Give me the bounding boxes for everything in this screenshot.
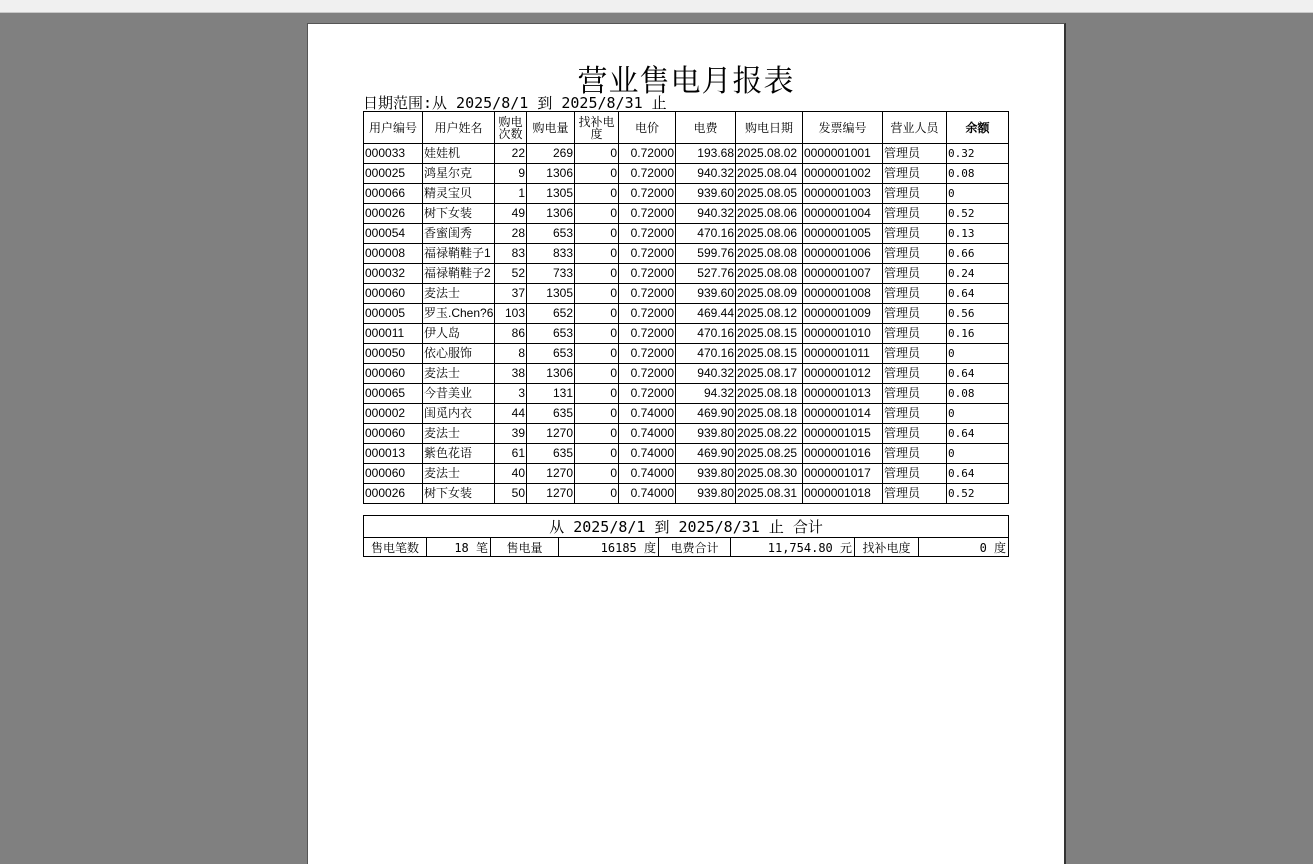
table-row — [364, 164, 1009, 184]
cell-user-id: 000002 — [364, 404, 423, 424]
header-price: 电价 — [619, 112, 676, 144]
cell-price: 0.72000 — [619, 284, 676, 304]
cell-user-id: 000060 — [364, 284, 423, 304]
cell-purchase-count: 9 — [495, 164, 527, 184]
cell-user-id: 000026 — [364, 484, 423, 504]
cell-adjust-kwh: 0 — [575, 224, 619, 244]
cell-user-id: 000060 — [364, 364, 423, 384]
cell-user-name: 依心服饰 — [423, 344, 495, 364]
cell-user-name: 精灵宝贝 — [423, 184, 495, 204]
cell-user-id: 000005 — [364, 304, 423, 324]
cell-user-name: 福禄鞘鞋子2 — [423, 264, 495, 284]
cell-price: 0.72000 — [619, 304, 676, 324]
cell-purchase-count: 40 — [495, 464, 527, 484]
cell-price: 0.74000 — [619, 484, 676, 504]
summary-energy-value: 16185 度 — [559, 538, 659, 557]
cell-operator: 管理员 — [883, 244, 947, 264]
summary-table — [363, 515, 1009, 557]
cell-purchase-date: 2025.08.09 — [736, 284, 803, 304]
cell-adjust-kwh: 0 — [575, 244, 619, 264]
cell-purchase-kwh: 635 — [527, 404, 575, 424]
cell-purchase-count: 1 — [495, 184, 527, 204]
header-purchase-kwh: 购电量 — [527, 112, 575, 144]
cell-user-name: 福禄鞘鞋子1 — [423, 244, 495, 264]
cell-balance: 0.52 — [947, 204, 1009, 224]
cell-balance: 0 — [947, 184, 1009, 204]
cell-fee: 939.60 — [676, 184, 736, 204]
cell-user-name: 麦法士 — [423, 364, 495, 384]
cell-invoice-no: 0000001015 — [803, 424, 883, 444]
cell-purchase-kwh: 653 — [527, 344, 575, 364]
cell-operator: 管理员 — [883, 344, 947, 364]
cell-adjust-kwh: 0 — [575, 164, 619, 184]
date-range: 日期范围:从 2025/8/1 到 2025/8/31 止 — [363, 94, 667, 112]
cell-operator: 管理员 — [883, 164, 947, 184]
cell-operator: 管理员 — [883, 204, 947, 224]
header-user-id: 用户编号 — [364, 112, 423, 144]
cell-user-name: 树下女装 — [423, 484, 495, 504]
cell-fee: 94.32 — [676, 384, 736, 404]
table-row — [364, 404, 1009, 424]
header-user-name: 用户姓名 — [423, 112, 495, 144]
cell-price: 0.72000 — [619, 344, 676, 364]
table-row — [364, 144, 1009, 164]
cell-adjust-kwh: 0 — [575, 184, 619, 204]
cell-invoice-no: 0000001005 — [803, 224, 883, 244]
cell-purchase-date: 2025.08.06 — [736, 204, 803, 224]
cell-fee: 469.44 — [676, 304, 736, 324]
cell-adjust-kwh: 0 — [575, 384, 619, 404]
cell-purchase-date: 2025.08.04 — [736, 164, 803, 184]
cell-purchase-kwh: 1306 — [527, 204, 575, 224]
cell-operator: 管理员 — [883, 264, 947, 284]
cell-purchase-kwh: 1270 — [527, 484, 575, 504]
cell-purchase-kwh: 652 — [527, 304, 575, 324]
cell-purchase-date: 2025.08.15 — [736, 344, 803, 364]
cell-purchase-kwh: 269 — [527, 144, 575, 164]
cell-user-name: 鸿星尔克 — [423, 164, 495, 184]
cell-operator: 管理员 — [883, 224, 947, 244]
table-row — [364, 424, 1009, 444]
cell-user-id: 000060 — [364, 464, 423, 484]
cell-purchase-kwh: 653 — [527, 324, 575, 344]
table-row — [364, 364, 1009, 384]
cell-operator: 管理员 — [883, 184, 947, 204]
cell-purchase-count: 50 — [495, 484, 527, 504]
header-purchase-date: 购电日期 — [736, 112, 803, 144]
cell-fee: 939.80 — [676, 484, 736, 504]
cell-user-id: 000054 — [364, 224, 423, 244]
cell-price: 0.72000 — [619, 204, 676, 224]
cell-user-id: 000066 — [364, 184, 423, 204]
summary-energy-label: 售电量 — [491, 538, 559, 557]
cell-purchase-date: 2025.08.31 — [736, 484, 803, 504]
cell-operator: 管理员 — [883, 304, 947, 324]
cell-invoice-no: 0000001010 — [803, 324, 883, 344]
cell-purchase-date: 2025.08.02 — [736, 144, 803, 164]
cell-price: 0.72000 — [619, 224, 676, 244]
cell-adjust-kwh: 0 — [575, 424, 619, 444]
table-row — [364, 324, 1009, 344]
cell-balance: 0.64 — [947, 284, 1009, 304]
cell-operator: 管理员 — [883, 424, 947, 444]
cell-operator: 管理员 — [883, 444, 947, 464]
cell-price: 0.72000 — [619, 164, 676, 184]
cell-fee: 599.76 — [676, 244, 736, 264]
cell-invoice-no: 0000001004 — [803, 204, 883, 224]
cell-invoice-no: 0000001003 — [803, 184, 883, 204]
cell-user-id: 000011 — [364, 324, 423, 344]
table-row — [364, 204, 1009, 224]
cell-balance: 0.08 — [947, 164, 1009, 184]
cell-adjust-kwh: 0 — [575, 284, 619, 304]
table-row — [364, 484, 1009, 504]
cell-user-id: 000025 — [364, 164, 423, 184]
cell-fee: 470.16 — [676, 344, 736, 364]
cell-fee: 470.16 — [676, 324, 736, 344]
summary-count-label: 售电笔数 — [364, 538, 427, 557]
cell-purchase-kwh: 1270 — [527, 424, 575, 444]
cell-balance: 0.56 — [947, 304, 1009, 324]
report-page — [307, 23, 1066, 864]
cell-fee: 470.16 — [676, 224, 736, 244]
cell-balance: 0 — [947, 444, 1009, 464]
cell-purchase-kwh: 833 — [527, 244, 575, 264]
header-purchase-count: 购电次数 — [495, 112, 527, 144]
cell-invoice-no: 0000001007 — [803, 264, 883, 284]
summary-adjust-label: 找补电度 — [855, 538, 919, 557]
table-row — [364, 284, 1009, 304]
cell-price: 0.74000 — [619, 444, 676, 464]
cell-purchase-date: 2025.08.15 — [736, 324, 803, 344]
cell-balance: 0.13 — [947, 224, 1009, 244]
cell-purchase-count: 22 — [495, 144, 527, 164]
cell-price: 0.72000 — [619, 264, 676, 284]
cell-price: 0.74000 — [619, 464, 676, 484]
sales-table — [363, 111, 1009, 504]
cell-adjust-kwh: 0 — [575, 324, 619, 344]
cell-purchase-kwh: 1306 — [527, 364, 575, 384]
cell-user-name: 娃娃机 — [423, 144, 495, 164]
table-header-row — [364, 112, 1009, 144]
cell-invoice-no: 0000001012 — [803, 364, 883, 384]
table-row — [364, 224, 1009, 244]
cell-adjust-kwh: 0 — [575, 344, 619, 364]
cell-fee: 940.32 — [676, 204, 736, 224]
table-row — [364, 244, 1009, 264]
cell-user-name: 紫色花语 — [423, 444, 495, 464]
cell-user-id: 000026 — [364, 204, 423, 224]
cell-invoice-no: 0000001018 — [803, 484, 883, 504]
cell-adjust-kwh: 0 — [575, 364, 619, 384]
table-row — [364, 344, 1009, 364]
cell-balance: 0.16 — [947, 324, 1009, 344]
cell-balance: 0.64 — [947, 364, 1009, 384]
summary-fee-label: 电费合计 — [659, 538, 731, 557]
cell-operator: 管理员 — [883, 364, 947, 384]
cell-purchase-date: 2025.08.18 — [736, 404, 803, 424]
cell-price: 0.74000 — [619, 404, 676, 424]
cell-purchase-kwh: 1270 — [527, 464, 575, 484]
cell-price: 0.72000 — [619, 184, 676, 204]
cell-purchase-count: 86 — [495, 324, 527, 344]
cell-balance: 0.32 — [947, 144, 1009, 164]
cell-invoice-no: 0000001011 — [803, 344, 883, 364]
cell-user-name: 麦法士 — [423, 424, 495, 444]
header-operator: 营业人员 — [883, 112, 947, 144]
cell-fee: 940.32 — [676, 364, 736, 384]
table-row — [364, 384, 1009, 404]
table-row — [364, 304, 1009, 324]
cell-purchase-count: 52 — [495, 264, 527, 284]
cell-invoice-no: 0000001006 — [803, 244, 883, 264]
cell-user-id: 000008 — [364, 244, 423, 264]
cell-purchase-count: 28 — [495, 224, 527, 244]
header-balance: 余额 — [947, 112, 1009, 144]
cell-invoice-no: 0000001002 — [803, 164, 883, 184]
cell-price: 0.74000 — [619, 424, 676, 444]
table-row — [364, 464, 1009, 484]
cell-purchase-kwh: 733 — [527, 264, 575, 284]
cell-price: 0.72000 — [619, 364, 676, 384]
cell-user-name: 闺觅内衣 — [423, 404, 495, 424]
cell-fee: 940.32 — [676, 164, 736, 184]
cell-balance: 0.24 — [947, 264, 1009, 284]
cell-user-name: 罗玉.Chen?6 — [423, 304, 495, 324]
cell-user-id: 000032 — [364, 264, 423, 284]
cell-purchase-count: 37 — [495, 284, 527, 304]
table-row — [364, 444, 1009, 464]
cell-balance: 0.52 — [947, 484, 1009, 504]
cell-purchase-date: 2025.08.05 — [736, 184, 803, 204]
cell-purchase-count: 61 — [495, 444, 527, 464]
header-invoice-no: 发票编号 — [803, 112, 883, 144]
cell-user-id: 000050 — [364, 344, 423, 364]
summary-adjust-value: 0 度 — [919, 538, 1009, 557]
cell-purchase-count: 8 — [495, 344, 527, 364]
cell-purchase-kwh: 1306 — [527, 164, 575, 184]
header-adjust-kwh: 找补电度 — [575, 112, 619, 144]
cell-balance: 0.64 — [947, 464, 1009, 484]
cell-fee: 939.60 — [676, 284, 736, 304]
cell-adjust-kwh: 0 — [575, 484, 619, 504]
cell-user-name: 今昔美业 — [423, 384, 495, 404]
summary-row — [364, 538, 1009, 557]
cell-purchase-count: 3 — [495, 384, 527, 404]
cell-invoice-no: 0000001017 — [803, 464, 883, 484]
cell-balance: 0.66 — [947, 244, 1009, 264]
cell-adjust-kwh: 0 — [575, 444, 619, 464]
cell-purchase-date: 2025.08.18 — [736, 384, 803, 404]
cell-operator: 管理员 — [883, 384, 947, 404]
cell-price: 0.72000 — [619, 324, 676, 344]
cell-operator: 管理员 — [883, 464, 947, 484]
cell-invoice-no: 0000001016 — [803, 444, 883, 464]
summary-count-value: 18 笔 — [427, 538, 491, 557]
cell-purchase-date: 2025.08.12 — [736, 304, 803, 324]
cell-purchase-date: 2025.08.06 — [736, 224, 803, 244]
cell-price: 0.72000 — [619, 384, 676, 404]
cell-purchase-date: 2025.08.22 — [736, 424, 803, 444]
cell-operator: 管理员 — [883, 484, 947, 504]
cell-fee: 469.90 — [676, 444, 736, 464]
cell-fee: 469.90 — [676, 404, 736, 424]
cell-purchase-date: 2025.08.08 — [736, 244, 803, 264]
cell-price: 0.72000 — [619, 144, 676, 164]
cell-purchase-count: 38 — [495, 364, 527, 384]
cell-invoice-no: 0000001014 — [803, 404, 883, 424]
cell-fee: 527.76 — [676, 264, 736, 284]
cell-adjust-kwh: 0 — [575, 464, 619, 484]
cell-balance: 0.64 — [947, 424, 1009, 444]
cell-adjust-kwh: 0 — [575, 144, 619, 164]
viewer-toolbar — [0, 0, 1313, 13]
cell-purchase-date: 2025.08.30 — [736, 464, 803, 484]
cell-adjust-kwh: 0 — [575, 204, 619, 224]
cell-fee: 939.80 — [676, 464, 736, 484]
cell-purchase-kwh: 653 — [527, 224, 575, 244]
cell-user-name: 香蜜闺秀 — [423, 224, 495, 244]
cell-price: 0.72000 — [619, 244, 676, 264]
cell-operator: 管理员 — [883, 144, 947, 164]
cell-purchase-date: 2025.08.17 — [736, 364, 803, 384]
cell-balance: 0 — [947, 344, 1009, 364]
cell-purchase-date: 2025.08.25 — [736, 444, 803, 464]
cell-adjust-kwh: 0 — [575, 264, 619, 284]
cell-purchase-date: 2025.08.08 — [736, 264, 803, 284]
header-fee: 电费 — [676, 112, 736, 144]
cell-purchase-kwh: 131 — [527, 384, 575, 404]
cell-user-id: 000065 — [364, 384, 423, 404]
cell-user-id: 000013 — [364, 444, 423, 464]
cell-operator: 管理员 — [883, 284, 947, 304]
cell-operator: 管理员 — [883, 324, 947, 344]
table-row — [364, 264, 1009, 284]
cell-purchase-count: 103 — [495, 304, 527, 324]
cell-purchase-kwh: 1305 — [527, 184, 575, 204]
cell-invoice-no: 0000001013 — [803, 384, 883, 404]
cell-balance: 0.08 — [947, 384, 1009, 404]
cell-invoice-no: 0000001008 — [803, 284, 883, 304]
summary-heading: 从 2025/8/1 到 2025/8/31 止 合计 — [364, 516, 1009, 538]
cell-user-name: 伊人岛 — [423, 324, 495, 344]
cell-operator: 管理员 — [883, 404, 947, 424]
report-title: 营业售电月报表 — [577, 64, 795, 99]
cell-purchase-count: 49 — [495, 204, 527, 224]
cell-user-id: 000060 — [364, 424, 423, 444]
cell-purchase-kwh: 635 — [527, 444, 575, 464]
cell-fee: 193.68 — [676, 144, 736, 164]
cell-fee: 939.80 — [676, 424, 736, 444]
cell-purchase-kwh: 1305 — [527, 284, 575, 304]
cell-balance: 0 — [947, 404, 1009, 424]
cell-purchase-count: 39 — [495, 424, 527, 444]
cell-user-name: 麦法士 — [423, 284, 495, 304]
cell-purchase-count: 44 — [495, 404, 527, 424]
cell-adjust-kwh: 0 — [575, 304, 619, 324]
cell-invoice-no: 0000001001 — [803, 144, 883, 164]
cell-purchase-count: 83 — [495, 244, 527, 264]
cell-user-name: 树下女装 — [423, 204, 495, 224]
summary-fee-value: 11,754.80 元 — [731, 538, 855, 557]
table-row — [364, 184, 1009, 204]
cell-adjust-kwh: 0 — [575, 404, 619, 424]
cell-invoice-no: 0000001009 — [803, 304, 883, 324]
cell-user-id: 000033 — [364, 144, 423, 164]
cell-user-name: 麦法士 — [423, 464, 495, 484]
